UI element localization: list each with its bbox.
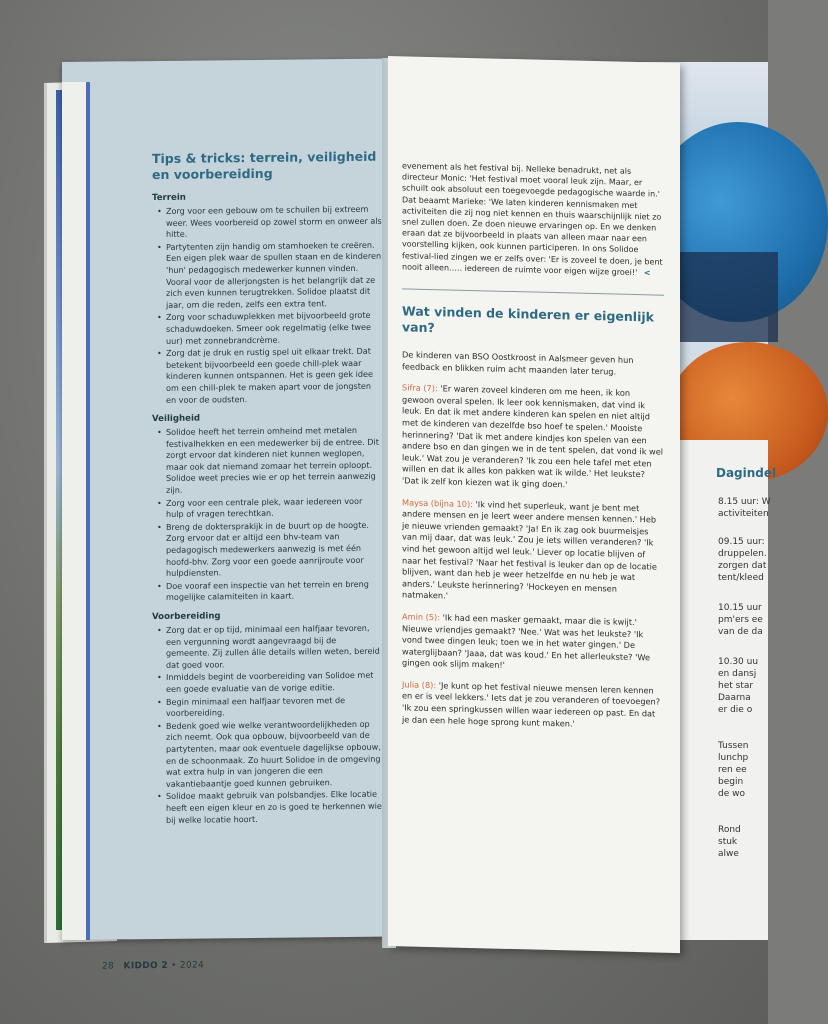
next-line: er die o [718,705,753,715]
quote-text: 'Ik vind het superleuk, want je bent met andere mensen en je leert weer andere mensen kennen.' Heb je nieuwe vrienden gemaakt? 'Ja! En ik zag ook buurmeisjes van mij daar, dat was leuk.' Zou je iets willen veranderen? 'Ik vind het gewoon altijd wel leuk.' Liever op locatie blijven of naar het festival? 'Naar het festival is leuker dan op de locatie blijven, want dan heb je weer hetzelfde en nu heb je wat anders.' Leukste herinnering? 'Hockeyen en mensen natmaken.' [402,498,657,601]
list-item: • Zorg voor schaduwplekken met bijvoorbeeld grote schaduwdoeken. Smeer ook regelmatig (elke twee uur) met zonnebrandcrème. [166,310,382,347]
right-page [388,56,680,953]
next-line: ren ee [718,765,747,775]
footer-separator: • [171,960,177,971]
quote-text: 'Ik had een masker gemaakt, maar die is kwijt.' Nieuwe vriendjes gemaakt? 'Nee.' Wat was het leukste? 'Ik vond twee dingen leuk; toen we in het water gingen.' De waterglijbaan? 'Jaaa, dat was koud.' En het allerleukste? 'We gingen ook slijm maken!' [402,612,650,671]
next-line: van de da [718,627,763,637]
next-line: activiteiten [718,509,769,519]
next-line: alwe [718,849,739,859]
list-item: • Zorg voor een centrale plek, waar iedereen voor hulp of vragen terechtkan. [166,495,382,520]
right-column [402,160,664,742]
end-mark: < [643,268,651,278]
quote-speaker: Amin (5): [402,611,440,623]
next-line: 8.15 uur: W [718,497,771,507]
list-item: • Begin minimaal een halfjaar tevoren met de voorbereiding. [166,694,382,719]
tips-box [90,149,382,828]
kids-heading: Wat vinden de kinderen er eigenlijk van? [402,303,654,336]
veiligheid-list [90,425,382,605]
list-item: • Zorg voor een gebouw om te schuilen bij extreem weer. Wees voorbereid op zowel storm en onweer als hitte. [166,204,382,241]
next-line: Rond [718,825,741,835]
next-line: tent/kleed [718,573,764,583]
quote-block [402,679,664,732]
next-line: Daarna [718,693,751,703]
list-item: • Partytenten zijn handig om stamhoeken te creëren. Een eigen plek waar de spullen staan en de kinderen 'hun' pedagogisch medewerker kunnen vinden. Vooral voor de allerjongsten is het belangrijk dat ze zich even kunnen terugtrekken. Solidoe plaatst dit jaar, om die reden, zelfs een extra tent. [166,239,382,311]
page-number: 28 [102,961,115,972]
section-title-terrein: Terrein [152,192,186,204]
list-item: • Breng de doktersprakijk in de buurt op de hoogte. Zorg ervoor dat er altijd een bhv-team van pedagogisch medewerkers aanwezig is met één hoofd-bhv. Zorg voor een goede aanrijroute voor hulpdiensten. [166,519,382,579]
list-item: • Bedenk goed wie welke verantwoordelijkheden op zich neemt. Ook qua opbouw, bijvoorbeeld van de partytenten, maar ook eventuele dagelijkse opbouw, en de schoonmaak. Zo huurt Solidoe in de omgeving wat extra hulp in van jongeren die een vakantiebaantje goed kunnen gebruiken. [166,718,382,790]
tips-heading: Tips & tricks: terrein, veiligheid en voorbereiding [152,148,377,183]
next-line: de wo [718,789,745,799]
list-item: • Zorg dat je druk en rustig spel uit elkaar trekt. Dat betekent bijvoorbeeld een goede chill-plek waar kinderen kunnen ontspannen. Het is geen gek idee om een chill-plek te maken apart voor de jongsten en voor de oudsten. [166,346,382,406]
terrein-list [90,204,382,407]
kids-intro: De kinderen van BSO Oostkroost in Aalsmeer geven hun feedback en blikken ruim acht maanden later terug. [402,349,634,377]
quote-block [402,383,664,494]
quote-text: 'Er waren zoveel kinderen om me heen, ik kon gewoon overal spelen. Ik leer ook kennismaken, dat vind ik leuk. En dat ik met andere kinderen kan spelen en niet altijd met de kinderen van dezelfde bso hoef te spelen.' Mooiste herinnering? 'Dat ik met andere kindjes kon spelen van een andere bso en dan gingen we in de tent spelen, dat vond ik wel leuk.' Wat zou je veranderen? 'Ik zou een hele tafel met eten willen en dat ik alles kon pakken wat ik wilde.' Het leukste? 'Dat ik zelf kon kiezen wat ik ging doen.' [402,383,664,490]
divider [402,288,664,295]
quote-speaker: Sifra (7): [402,382,438,394]
list-item: • Solidoe maakt gebruik van polsbandjes. Elke locatie heeft een eigen kleur en zo is goed te herkennen wie bij welke locatie hoort. [166,789,382,826]
next-line: lunchp [718,753,749,763]
next-line: pm'ers ee [718,615,763,625]
next-line: 10.15 uur [718,603,762,613]
next-line: het star [718,681,754,691]
quote-text: 'Je kunt op het festival nieuwe mensen leren kennen en er is veel lekkers.' Iets dat je zou veranderen of toevoegen? 'Ik zou een springkussen willen waar iedereen op past. En dat je dan een hele hoge sprong kunt maken.' [402,680,661,729]
list-item: • Solidoe heeft het terrein omheind met metalen festivalhekken en een medewerker bij de entree. Dit zorgt ervoor dat kinderen niet kunnen weglopen, maar ook dat niemand zomaar het terrein oploopt. Solidoe weet precies wie er op het terrein aanwezig zijn. [166,425,382,497]
page-footer [102,961,204,972]
next-line: Tussen [718,741,749,751]
quote-speaker: Julia (8): [402,679,437,691]
section-title-veiligheid: Veiligheid [152,413,201,425]
section-title-voorbereiding: Voorbereiding [152,611,221,623]
page-edge [62,82,86,940]
quote-block [402,497,664,608]
page-edge-strip [86,82,90,940]
next-line: en dansj [718,669,757,679]
next-line: begin [718,777,744,787]
next-line: 09.15 uur: [718,537,765,547]
next-line: 10.30 uu [718,657,759,667]
left-page [62,59,390,972]
magazine-brand: KIDDO 2 [123,960,168,972]
list-item: • Doe vooraf een inspectie van het terrein en breng mogelijke calamiteiten in kaart. [166,578,382,603]
list-item: • Zorg dat er op tijd, minimaal een halfjaar tevoren, een vergunning wordt aangevraagd bij de gemeente. Zij zullen álle details willen weten, bereid dat goed voor. [166,623,382,672]
continuation-text: evenement als het festival bij. Nelleke benadrukt, net als directeur Monic: 'Het festival moet vooral leuk zijn. Maar, er schuilt ook absoluut een toegevoegde pedagogische waarde in.' Dat beaamt Marieke: 'We laten kinderen kennismaken met activiteiten die zij nog niet kennen en thuis waarschijnlijk niet zo snel zullen doen. Ze doen nieuwe ervaringen op. En we denken eraan dat ze bijvoorbeeld in plaats van alleen maar naar een voorstelling kijken, ook kunnen participeren. In ons Solidoe festival-lied zingen we er zelfs over: 'Er is zoveel te doen, je bent nooit alleen….. iedereen de ruimte voor eigen wijze groei!' [402,161,663,277]
next-line: zorgen dat [718,561,767,571]
next-page-heading: Dagindel [716,466,777,480]
quote-speaker: Maysa (bijna 10): [402,496,473,509]
next-line: stuk [718,837,738,847]
issue-year: 2024 [179,960,205,971]
quote-block [402,611,664,675]
article-continuation [402,160,664,278]
voorbereiding-list [90,623,382,827]
list-item: • Inmiddels begint de voorbereiding van Solidoe met een goede evaluatie van de vorige editie. [166,670,382,695]
next-line: druppelen. [718,549,767,559]
